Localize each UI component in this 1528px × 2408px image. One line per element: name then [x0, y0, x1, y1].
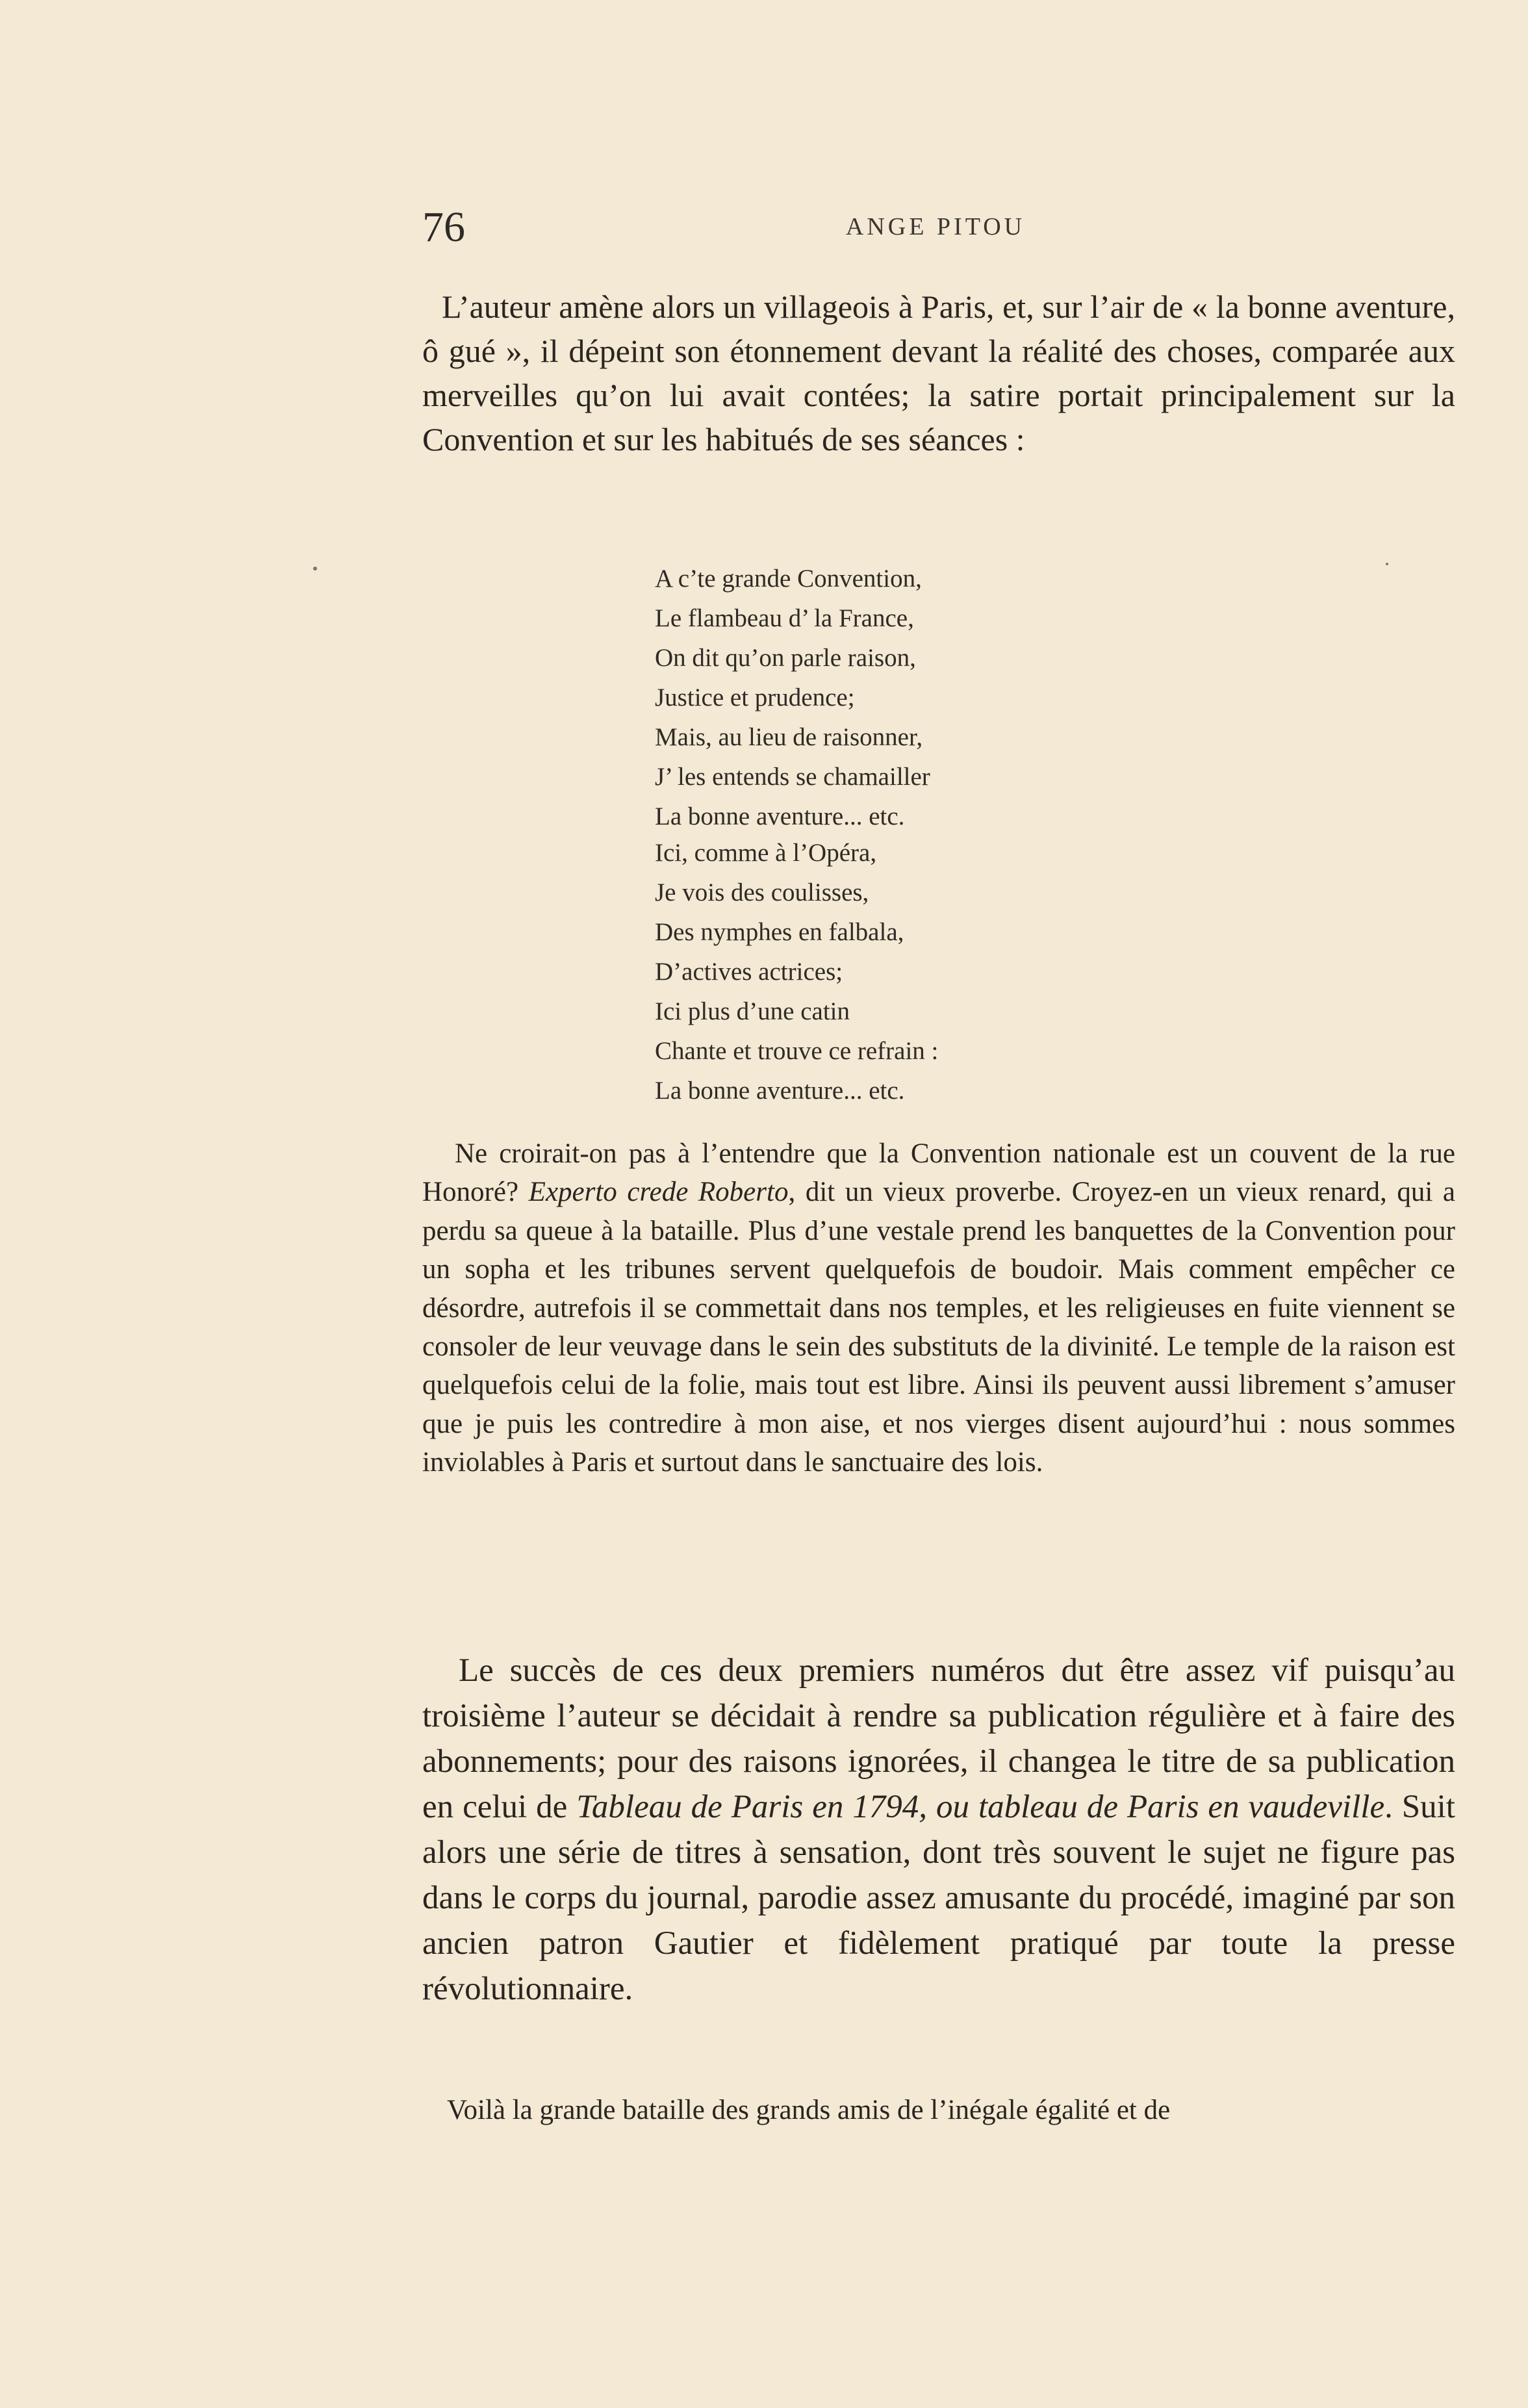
quote-text: , dit un vieux proverbe. Croyez-en un vieux renard, qui a perdu sa queue à la bataille. Plus d’une vestale prend les banquettes de la Convention pour un sopha et les tribunes servent quelquefois de boudoir. Mais comment empêcher ce désordre, autrefois il se commettait dans nos temples, et les religieuses en fuite viennent se consoler de leur veuvage dans le sein des substituts de la divinité. Le temple de la raison est quelquefois celui de la folie, mais tout est libre. Ainsi ils peuvent aussi librement s’amuser que je puis les contredire à mon aise, et nos vierges disent aujourd’hui : nous sommes inviolables à Paris et surtout dans le sanctuaire des lois.	[422, 1177, 1456, 1478]
margin-speck	[1386, 563, 1388, 565]
latin-quote: Experto crede Roberto	[528, 1177, 789, 1208]
verse-line: Ici plus d’une catin	[655, 997, 850, 1025]
paragraph-text: . Suit alors une série de titres à sensation, dont très souvent le sujet ne figure pas dans le corps du journal, parodie assez amusante du procédé, imaginé par son ancien patron Gautier et fidèlement pratiqué par toute la presse révolutionnaire.	[422, 1789, 1455, 2007]
verse-line: La bonne aventure... etc.	[655, 1077, 905, 1105]
verse-line: Chante et trouve ce refrain :	[655, 1037, 939, 1065]
verse-line: On dit qu’on parle raison,	[655, 644, 916, 672]
quote-text: Ne croirait-on pas à l’entendre que la Convention nationale est un couvent de la rue Honoré?	[422, 1138, 1455, 1208]
paragraph-success	[422, 1648, 1455, 2012]
verse-line: Des nymphes en falbala,	[655, 918, 904, 946]
verse-line: A c’te grande Convention,	[655, 565, 922, 593]
verse-line: La bonne aventure... etc.	[655, 802, 905, 830]
margin-speck	[313, 567, 317, 570]
running-title: ANGE PITOU	[845, 213, 1026, 240]
verse-line: Ici, comme à l’Opéra,	[655, 839, 877, 867]
quoted-passage	[422, 1134, 1455, 1482]
verse-stanza-1	[655, 559, 1097, 836]
verse-line: Mais, au lieu de raisonner,	[655, 723, 923, 751]
paragraph-text: Le succès de ces deux premiers numéros dut être assez vif puisqu’au troisième l’auteur se décidait à rendre sa publication régulière et à faire des abonnements; pour des raisons ignorées, il changea le titre de sa publication en celui de	[422, 1652, 1455, 1825]
paragraph-continued: Voilà la grande bataille des grands amis de l’inégale égalité et de	[447, 2095, 1171, 2125]
verse-stanza-2	[655, 833, 1097, 1110]
page-number: 76	[422, 203, 465, 251]
verse-line: D’actives actrices;	[655, 958, 843, 986]
publication-title: Tableau de Paris en 1794, ou tableau de Paris en vaudeville	[576, 1789, 1385, 1825]
verse-line: J’ les entends se chamailler	[655, 763, 930, 791]
verse-line: Justice et prudence;	[655, 684, 855, 711]
page-header	[422, 198, 1449, 257]
verse-line: Le flambeau d’ la France,	[655, 604, 914, 632]
verse-line: Je vois des coulisses,	[655, 878, 869, 906]
paragraph-intro: L’auteur amène alors un villageois à Paris, et, sur l’air de « la bonne aventure, ô gué », il dépeint son étonnement devant la réalité des choses, comparée aux merveilles qu’on lui avait contées; la satire portait principalement sur la Convention et sur les habitués de ses séances :	[422, 288, 1455, 457]
